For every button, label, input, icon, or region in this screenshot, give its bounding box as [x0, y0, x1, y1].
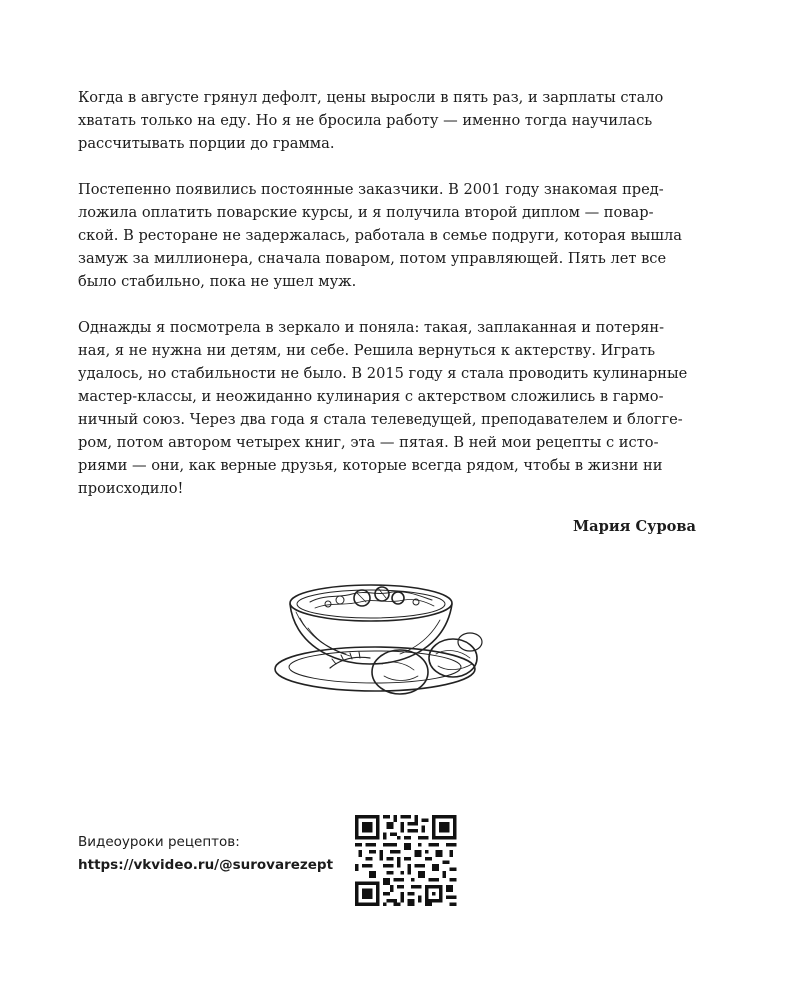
text-line: Однажды я посмотрела в зеркало и поняла: такая, заплаканная и потерян- — [78, 319, 665, 336]
body-text — [78, 86, 718, 523]
soup-bowl-icon — [270, 572, 510, 712]
text-line: ничный союз. Через два года я стала телеведущей, преподавателем и блогге- — [78, 411, 683, 428]
text-line: риями — они, как верные друзья, которые всегда рядом, чтобы в жизни ни — [78, 457, 663, 474]
text-line: происходило! — [78, 480, 184, 497]
text-line: хватать только на еду. Но я не бросила работу — именно тогда научилась — [78, 112, 653, 129]
text-line: рассчитывать порции до грамма. — [78, 135, 335, 152]
text-line: Постепенно появились постоянные заказчики. В 2001 году знакомая пред- — [78, 181, 664, 198]
author-signature: Мария Сурова — [573, 518, 696, 535]
text-line: Когда в августе грянул дефолт, цены выросли в пять раз, и зарплаты стало — [78, 89, 664, 106]
paragraph-1 — [78, 86, 718, 155]
qr-code-icon — [354, 815, 457, 906]
paragraph-3 — [78, 316, 718, 500]
text-line: мастер-классы, и неожиданно кулинария с актерством сложились в гармо- — [78, 388, 664, 405]
video-lessons-note — [78, 831, 333, 877]
text-line: удалось, но стабильности не было. В 2015 году я стала проводить кулинарные — [78, 365, 688, 382]
paragraph-2 — [78, 178, 718, 293]
text-line: было стабильно, пока не ушел муж. — [78, 273, 357, 290]
text-line: замуж за миллионера, сначала поваром, потом управляющей. Пять лет все — [78, 250, 667, 267]
video-lessons-link[interactable]: https://vkvideo.ru/@surovarezept — [78, 857, 334, 873]
text-line: ской. В ресторане не задержалась, работала в семье подруги, которая вышла — [78, 227, 682, 244]
text-line: ром, потом автором четырех книг, эта — пятая. В ней мои рецепты с исто- — [78, 434, 659, 451]
video-lessons-label: Видеоуроки рецептов: — [78, 834, 240, 850]
text-line: ложила оплатить поварские курсы, и я получила второй диплом — повар- — [78, 204, 654, 221]
text-line: ная, я не нужна ни детям, ни себе. Решила вернуться к актерству. Играть — [78, 342, 656, 359]
